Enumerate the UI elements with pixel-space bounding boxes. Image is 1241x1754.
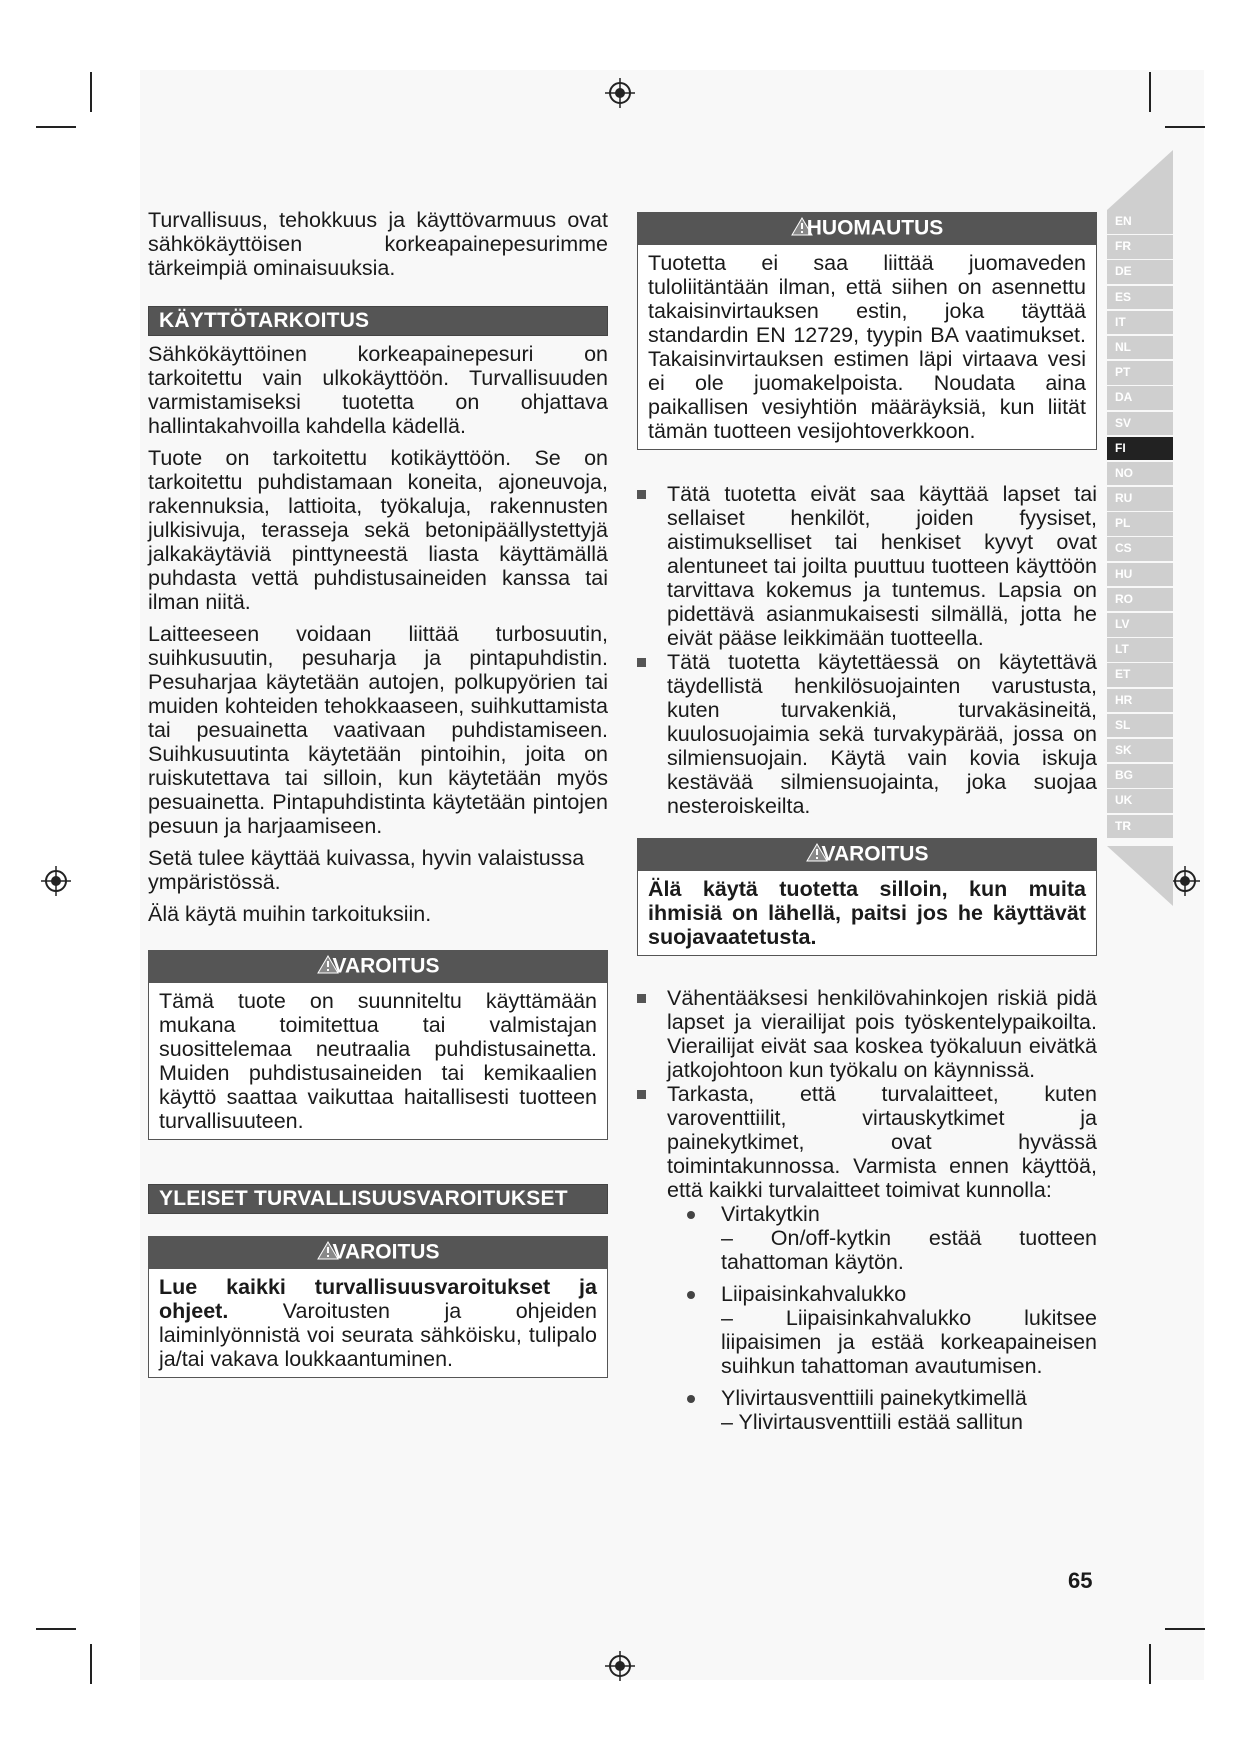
language-tab-lt: LT <box>1107 638 1173 662</box>
language-tab-nl: NL <box>1107 336 1173 360</box>
warning-header <box>149 1237 607 1269</box>
warning-title: VAROITUS <box>821 842 929 866</box>
warning-header <box>149 951 607 983</box>
intended-use-paragraph: Laitteeseen voidaan liittää turbosuutin, suihkusuutin, pesuharja ja pintapuhdistin. Pesuharjaa käytetään autojen, polkupyörien tai muiden kohteiden tehokkaaseen, suihkuttamista tai pesuainetta vaativaan puhdistamiseen. Suihkusuutinta käytetään pintoihin, joita on ruiskutettava tai silloin, kun käytetään myös pesuainetta. Pintapuhdistinta käytetään pintojen pesuun ja harjaamiseen. <box>148 622 608 838</box>
device-item <box>637 1282 1097 1306</box>
left-column <box>148 208 608 1378</box>
language-tab-ru: RU <box>1107 487 1173 511</box>
intended-use-paragraph: Sähkökäyttöinen korkeapainepesuri on tarkoitettu vain ulkokäyttöön. Turvallisuuden varmistamiseksi tuotetta on ohjattava hallintakahvoilla kahdella kädellä. <box>148 342 608 438</box>
language-tab-en: EN <box>1107 210 1173 234</box>
crop-mark <box>1165 126 1205 128</box>
section-heading-intended-use: KÄYTTÖTARKOITUS <box>148 306 608 336</box>
language-tab-cs: CS <box>1107 537 1173 561</box>
device-description: – Liipaisinkahvalukko lukitsee liipaisimen ja estää korkeapaineisen suihkun tahattoman avautumisen. <box>721 1306 1097 1378</box>
bullet-square-icon <box>637 490 646 499</box>
registration-mark-icon <box>605 1651 635 1681</box>
tab-strip-top-shape <box>1107 150 1173 210</box>
language-tabs <box>1107 210 1173 840</box>
list-item <box>637 482 1097 650</box>
warning-text <box>159 1275 597 1371</box>
language-tab-sl: SL <box>1107 714 1173 738</box>
language-tab-lv: LV <box>1107 613 1173 637</box>
device-desc-wrap <box>637 1226 1097 1274</box>
intended-use-paragraph: Älä käytä muihin tarkoituksiin. <box>148 902 432 926</box>
language-tab-es: ES <box>1107 286 1173 310</box>
intended-use-paragraph: Tuote on tarkoitettu kotikäyttöön. Se on tarkoitettu puhdistamaan koneita, ajoneuvoja, rakennuksia, lattioita, työkaluja, rakennusten julkisivuja, terasseja sekä betonipäällystettyjä jalkakäytäviä pinttyneestä liasta käyttämällä puhdasta vettä puhdistusaineiden kanssa tai ilman niitä. <box>148 446 608 614</box>
language-tab-uk: UK <box>1107 789 1173 813</box>
registration-mark-icon <box>605 78 635 108</box>
language-tab-da: DA <box>1107 386 1173 410</box>
bullet-square-icon <box>637 1090 646 1099</box>
device-name: Liipaisinkahvalukko <box>721 1282 907 1306</box>
language-tab-hu: HU <box>1107 563 1173 587</box>
bullet-text: Tarkasta, että turvalaitteet, kuten varoventtiilit, virtauskytkimet ja painekytkimet, ovat hyvässä toimintakunnossa. Varmista ennen käyttöä, että kaikki turvalaitteet toimivat kunnolla: <box>667 1082 1097 1202</box>
crop-mark <box>1149 1644 1151 1684</box>
device-description: – On/off-kytkin estää tuotteen tahattoman käytön. <box>721 1226 1097 1274</box>
warning-text: Tämä tuote on suunniteltu käyttämään mukana toimitettua tai valmistajan suosittelemaa neutraalia puhdistusainetta. Muiden puhdistusaineiden tai kemikaalien käyttö saattaa vaikuttaa haitallisesti tuotteen turvallisuuteen. <box>159 989 597 1133</box>
bullet-text: Tätä tuotetta käytettäessä on käytettävä täydellistä henkilösuojainten varustusta, kuten turvakenkiä, turvakäsineitä, kuulosuojaimia sekä turvakypärää, jossa on silmiensuojain. Käytä vain kovia iskuja kestävää silmiensuojainta, joka suojaa nesteroiskeilta. <box>667 650 1097 818</box>
device-desc-wrap <box>637 1410 1097 1434</box>
bullet-dot-icon <box>687 1211 695 1219</box>
device-name: Ylivirtausventtiili painekytkimellä <box>721 1386 1027 1410</box>
bullet-text: Tätä tuotetta eivät saa käyttää lapset tai sellaiset henkilöt, joiden fyysiset, aistimukselliset tai henkiset kyvyt ovat alentuneet tai joilta puuttuu tuotteen käyttöön tarvittava kokemus ja tuntemus. Lapsia on pidettävä asianmukaisesti silmällä, jotta he eivät pääse leikkimään tuotteella. <box>667 482 1097 650</box>
note-box <box>637 212 1097 450</box>
registration-mark-icon <box>41 866 71 896</box>
crop-mark <box>36 126 76 128</box>
language-tab-it: IT <box>1107 311 1173 335</box>
warning-text: Älä käytä tuotetta silloin, kun muita ihmisiä on lähellä, paitsi jos he käyttävät suojavaatetusta. <box>648 877 1086 949</box>
bullet-dot-icon <box>687 1291 695 1299</box>
intended-use-paragraph: Setä tulee käyttää kuivassa, hyvin valaistussa ympäristössä. <box>148 846 585 894</box>
bullet-dot-icon <box>687 1395 695 1403</box>
bullet-text: Vähentääksesi henkilövahinkojen riskiä pidä lapset ja vierailijat pois työskentelypaikoilta. Vierailijat eivät saa koskea työkaluun eivätkä jatkojohtoon kun työkalu on käynnissä. <box>667 986 1097 1082</box>
warning-box <box>148 950 608 1140</box>
language-tab-hr: HR <box>1107 689 1173 713</box>
tab-strip-bottom-shape <box>1107 846 1173 906</box>
section-heading-general-safety: YLEISET TURVALLISUUSVAROITUKSET <box>148 1184 608 1214</box>
device-item <box>637 1202 1097 1226</box>
warning-box <box>637 838 1097 956</box>
list-item <box>637 1082 1097 1202</box>
crop-mark <box>1165 1628 1205 1630</box>
right-column <box>637 212 1097 1434</box>
warning-rest-text: Varoitusten ja ohjeiden laiminlyönnistä voi seurata sähköisku, tulipalo ja/tai vakava loukkaantuminen. <box>159 1299 597 1371</box>
warning-title: VAROITUS <box>332 1240 440 1264</box>
language-tab-et: ET <box>1107 663 1173 687</box>
warning-box <box>148 1236 608 1378</box>
language-tab-fi: FI <box>1107 437 1173 461</box>
device-desc-wrap <box>637 1306 1097 1378</box>
language-tab-no: NO <box>1107 462 1173 486</box>
bullet-square-icon <box>637 994 646 1003</box>
language-tab-fr: FR <box>1107 235 1173 259</box>
language-tab-tr: TR <box>1107 815 1173 839</box>
crop-mark <box>36 1628 76 1630</box>
list-item <box>637 986 1097 1082</box>
crop-mark <box>90 1644 92 1684</box>
device-description: – Ylivirtausventtiili estää sallitun <box>721 1410 1023 1434</box>
note-title: HUOMAUTUS <box>806 216 944 240</box>
language-tab-pl: PL <box>1107 512 1173 536</box>
note-text: Tuotetta ei saa liittää juomaveden tuloliitäntään ilman, että siihen on asennettu takaisinvirtauksen estin, joka täyttää standardin EN 12729, tyypin BA vaatimukset. Takaisinvirtauksen estimen läpi virtaava vesi ei ole juomakelpoista. Noudata aina paikallisen vesiyhtiön määräyksiä, kun liität tämän tuotteen vesijohtoverkkoon. <box>648 251 1086 443</box>
warning-bold-text: Lue kaikki turvallisuusvaroitukset ja ohjeet. <box>159 1275 597 1323</box>
language-tab-ro: RO <box>1107 588 1173 612</box>
warning-title: VAROITUS <box>332 954 440 978</box>
warning-header <box>638 839 1096 871</box>
page-number: 65 <box>1068 1568 1093 1593</box>
list-item <box>637 650 1097 818</box>
bullet-square-icon <box>637 658 646 667</box>
crop-mark <box>1149 72 1151 112</box>
language-tab-sk: SK <box>1107 739 1173 763</box>
note-header <box>638 213 1096 245</box>
crop-mark <box>90 72 92 112</box>
intro-text: Turvallisuus, tehokkuus ja käyttövarmuus ovat sähkökäyttöisen korkeapainepesurimme tärkeimpiä ominaisuuksia. <box>148 208 608 280</box>
device-name: Virtakytkin <box>721 1202 820 1226</box>
language-tab-pt: PT <box>1107 361 1173 385</box>
device-item <box>637 1386 1097 1410</box>
language-tab-de: DE <box>1107 260 1173 284</box>
language-tab-bg: BG <box>1107 764 1173 788</box>
language-tab-sv: SV <box>1107 412 1173 436</box>
registration-mark-icon <box>1170 866 1200 896</box>
